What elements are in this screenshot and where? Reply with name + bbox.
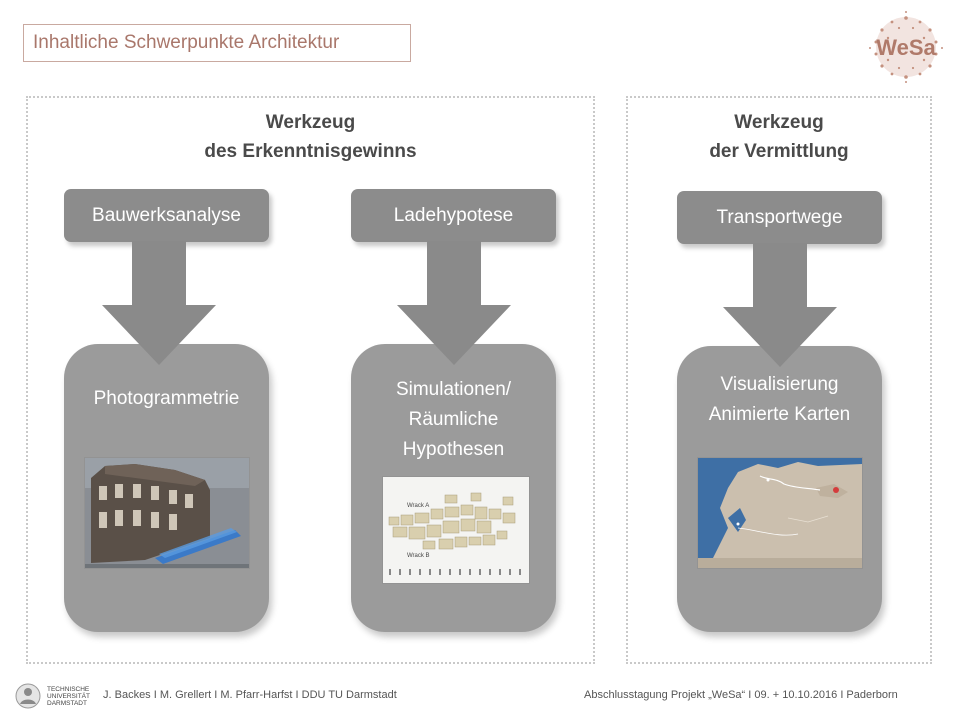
logo-text: WeSa [876,35,936,60]
heading-line1: Werkzeug [265,112,356,133]
cargo-simulation-image [383,477,529,583]
pill-transportwege: Transportwege [677,191,882,244]
arrow-down-icon [102,241,216,365]
pill-bauwerksanalyse: Bauwerksanalyse [64,189,269,242]
card-text-photogrammetrie: Photogrammetrie [93,388,240,409]
footer-authors: J. Backes I M. Grellert I M. Pfarr-Harfst I DDU TU Darmstadt [103,689,397,701]
heading-line1: Werkzeug [734,112,824,133]
tu-line1: TECHNISCHE [47,686,90,693]
tu-darmstadt-logo [14,680,100,714]
panel-heading-right [626,108,932,166]
wrack-b-label: Wrack B [407,553,430,559]
tu-line3: DARMSTADT [47,700,87,707]
card-text-visualisierung: Visualisierung Animierte Karten [708,374,851,425]
transport-map-image [698,458,862,568]
heading-line2: des Erkenntnisgewinns [204,141,417,162]
arrow-down-icon [723,243,837,367]
arrow-down-icon [397,241,511,365]
pill-ladehypotese: Ladehypotese [351,189,556,242]
heading-line2: der Vermittlung [709,141,849,162]
wrack-a-label: Wrack A [407,503,430,509]
footer-event: Abschlusstagung Projekt „WeSa“ I 09. + 10.10.2016 I Paderborn [584,689,898,701]
panel-heading-left [26,108,595,166]
slide-title: Inhaltliche Schwerpunkte Architektur [23,24,411,62]
building-photogrammetry-image [85,458,249,568]
tu-line2: UNIVERSITÄT [47,693,90,700]
wesa-logo [862,10,950,84]
card-text-simulationen: Simulationen/ Räumliche Hypothesen [395,379,512,460]
